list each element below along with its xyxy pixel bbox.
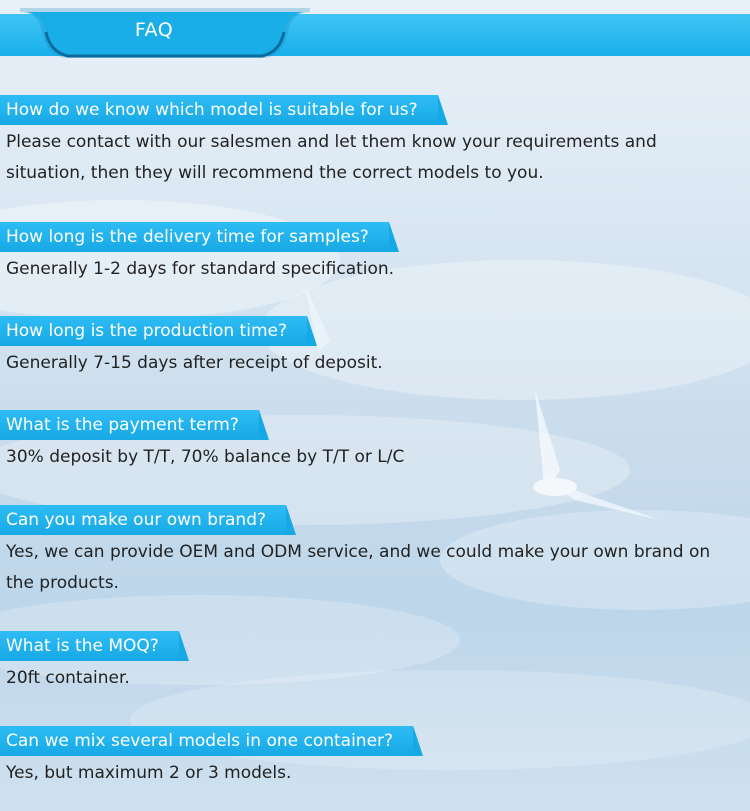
faq-item [0, 316, 736, 379]
faq-question: What is the MOQ? [0, 631, 179, 661]
faq-question: How long is the production time? [0, 316, 307, 346]
faq-item [0, 631, 736, 694]
faq-item [0, 222, 736, 285]
faq-question: Can we mix several models in one container? [0, 726, 413, 756]
faq-question: What is the payment term? [0, 410, 259, 440]
faq-answer: 30% deposit by T/T, 70% balance by T/T or L/C [6, 447, 405, 467]
faq-item [0, 505, 736, 599]
faq-answer: Yes, we can provide OEM and ODM service, and we could make your own brand on the products. [6, 542, 711, 593]
faq-answer: Please contact with our salesmen and let them know your requirements and situation, then they will recommend the correct models to you. [6, 132, 657, 183]
page-title: FAQ [134, 19, 174, 41]
faq-question: How long is the delivery time for samples? [0, 222, 389, 252]
faq-answer: Generally 7-15 days after receipt of deposit. [6, 353, 383, 373]
faq-answer: 20ft container. [6, 668, 130, 688]
faq-question: Can you make our own brand? [0, 505, 286, 535]
faq-question: How do we know which model is suitable for us? [0, 95, 438, 125]
faq-answer: Yes, but maximum 2 or 3 models. [6, 763, 292, 783]
faq-answer: Generally 1-2 days for standard specification. [6, 259, 395, 279]
faq-item [0, 95, 736, 189]
faq-item [0, 410, 736, 473]
faq-item [0, 726, 736, 789]
